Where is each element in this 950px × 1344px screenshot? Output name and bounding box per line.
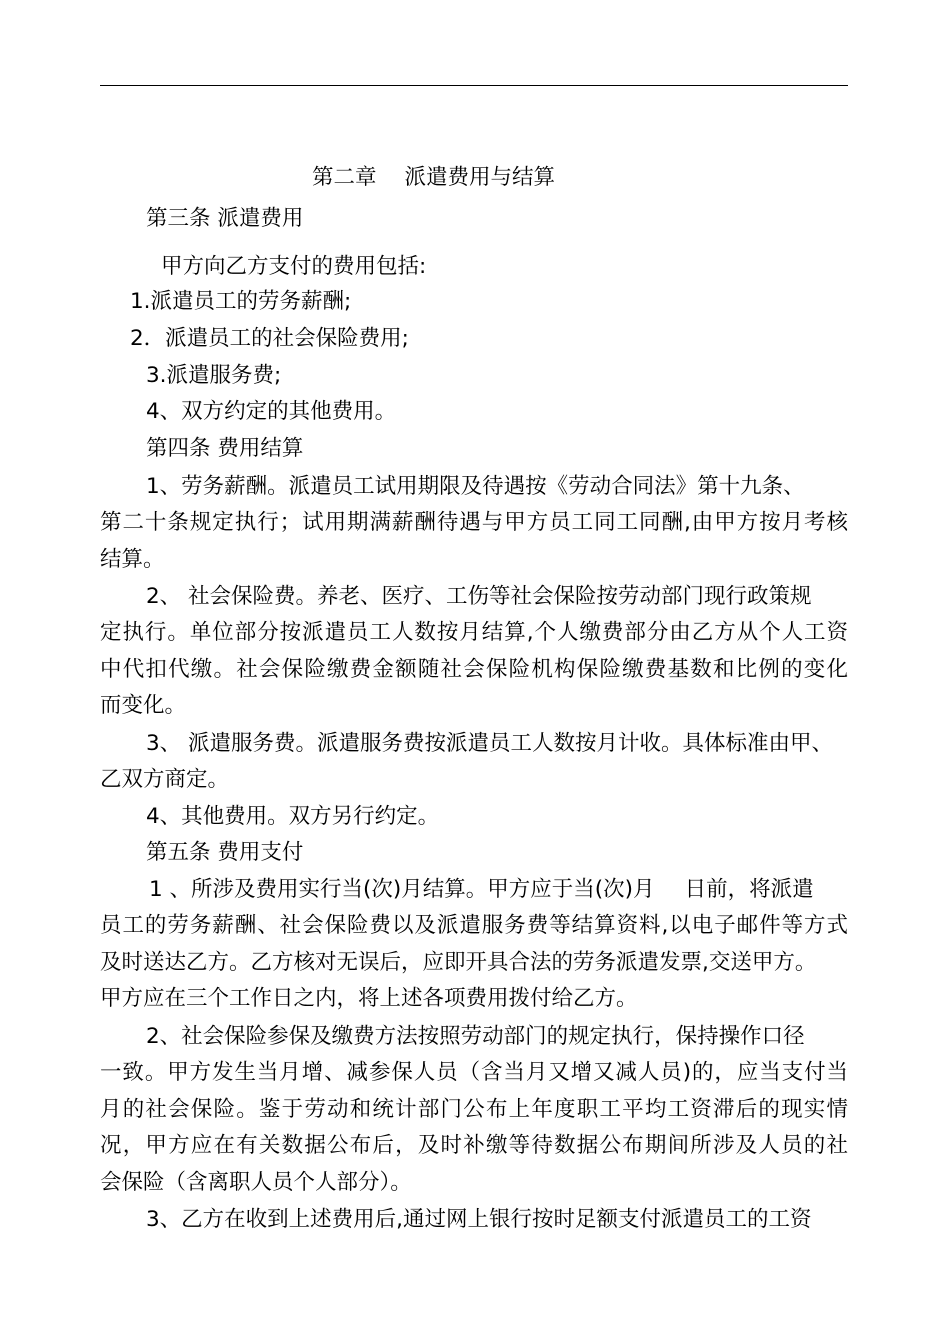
paragraph-line	[149, 875, 909, 905]
article-3-heading: 第三条 派遣费用	[146, 206, 304, 231]
list-item-2: 2．派遣员工的社会保险费用;	[130, 326, 409, 351]
paragraph-line: 一致。甲方发生当月增、减参保人员（含当月又增又减人员)的，应当支付当	[100, 1060, 848, 1085]
paragraph-line: 月的社会保险。鉴于劳动和统计部门公布上年度职工平均工资滞后的现实情	[100, 1097, 848, 1122]
paragraph-line: 中代扣代缴。社会保险缴费金额随社会保险机构保险缴费基数和比例的变化	[100, 657, 848, 682]
article-4-heading: 第四条 费用结算	[146, 436, 304, 461]
paragraph-line: 况，甲方应在有关数据公布后，及时补缴等待数据公布期间所涉及人员的社	[100, 1133, 848, 1158]
paragraph-line: 1、劳务薪酬。派遣员工试用期限及待遇按《劳动合同法》第十九条、	[146, 474, 805, 499]
header-rule	[100, 85, 848, 86]
paragraph-line: 第二十条规定执行；试用期满薪酬待遇与甲方员工同工同酬,由甲方按月考核	[100, 510, 848, 535]
paragraph-line: 甲方应在三个工作日之内，将上述各项费用拨付给乙方。	[100, 986, 638, 1011]
paragraph-line: 4、其他费用。双方另行约定。	[146, 804, 440, 829]
paragraph-line: 结算。	[100, 547, 165, 572]
paragraph-line: 2、社会保险参保及缴费方法按照劳动部门的规定执行，保持操作口径	[146, 1024, 805, 1049]
chapter-number: 第二章	[312, 165, 377, 190]
paragraph-line: 乙双方商定。	[100, 767, 230, 792]
chapter-heading	[312, 163, 950, 193]
list-item-3: 3.派遣服务费;	[146, 363, 282, 388]
paragraph-line: 3、乙方在收到上述费用后,通过网上银行按时足额支付派遣员工的工资	[146, 1207, 812, 1232]
paragraph-line: 3、 派遣服务费。派遣服务费按派遣员工人数按月计收。具体标准由甲、	[146, 731, 834, 756]
paragraph-line: 定执行。单位部分按派遣员工人数按月结算,个人缴费部分由乙方从个人工资	[100, 620, 848, 645]
paragraph-line: 员工的劳务薪酬、社会保险费以及派遣服务费等结算资料,以电子邮件等方式	[100, 913, 848, 938]
paragraph-line: 及时送达乙方。乙方核对无误后，应即开具合法的劳务派遣发票,交送甲方。	[100, 950, 817, 975]
list-item-4: 4、双方约定的其他费用。	[146, 399, 397, 424]
chapter-title: 派遣费用与结算	[404, 165, 556, 190]
list-item-1: 1.派遣员工的劳务薪酬;	[130, 289, 352, 314]
paragraph-line: 而变化。	[100, 693, 187, 718]
article-5-heading: 第五条 费用支付	[146, 840, 304, 865]
paragraph-text: 1 、所涉及费用实行当(次)月结算。甲方应于当(次)月	[149, 877, 655, 902]
paragraph-line: 2、 社会保险费。养老、医疗、工伤等社会保险按劳动部门现行政策规	[146, 584, 812, 609]
paragraph-line: 会保险（含离职人员个人部分）。	[100, 1170, 412, 1195]
paragraph-intro: 甲方向乙方支付的费用包括:	[161, 254, 427, 279]
paragraph-text: 日前，将派遣	[684, 877, 814, 902]
